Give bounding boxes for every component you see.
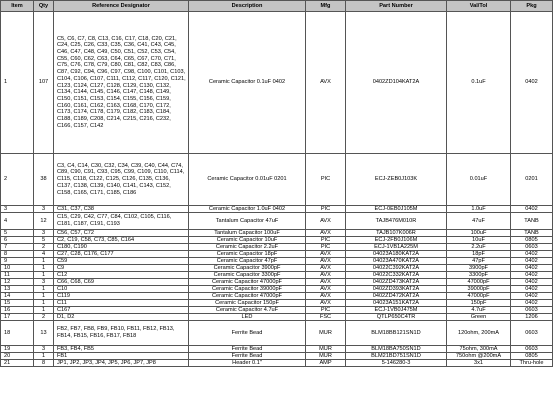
cell-part: 0402ZD104KAT2A [346,12,447,154]
table-row [1,230,553,237]
cell-desc: Ceramic Capacitor 18pF [189,251,306,258]
table-row [1,258,553,265]
cell-ref: C31, C37, C38 [54,206,189,213]
cell-pkg: 0201 [511,154,553,206]
cell-part: 04023A151KAT2A [346,300,447,307]
cell-qty: 3 [34,346,54,353]
cell-val: 750ohm @200mA [447,353,511,360]
cell-pkg: 0402 [511,293,553,300]
cell-ref: C59 [54,258,189,265]
cell-item: 1 [1,12,34,154]
cell-pkg: 0402 [511,286,553,293]
cell-qty: 3 [34,230,54,237]
cell-part: BLM18BA750SN1D [346,346,447,353]
table-row [1,272,553,279]
cell-pkg: TANB [511,230,553,237]
cell-val: 2.2uF [447,244,511,251]
cell-mfg: PIC [306,237,346,244]
table-row [1,251,553,258]
cell-desc: Ferrite Bead [189,321,306,346]
cell-item: 11 [1,272,34,279]
cell-item: 15 [1,300,34,307]
col-header-item: Item [1,1,34,12]
header-row [1,1,553,12]
cell-qty: 1 [34,258,54,265]
cell-val: 47uF [447,213,511,230]
cell-val: 4.7uF [447,307,511,314]
table-row [1,314,553,321]
cell-desc: Ceramic Capacitor 47pF [189,258,306,265]
cell-item: 21 [1,360,34,367]
cell-mfg: PIC [306,206,346,213]
cell-desc: Ceramic Capacitor 2.2uF [189,244,306,251]
cell-desc: Ferrite Bead [189,346,306,353]
cell-desc: Ceramic Capacitor 39000pF [189,286,306,293]
cell-desc: Ceramic Capacitor 47000pF [189,293,306,300]
cell-part: 04022C392KAT2A [346,265,447,272]
cell-part: 0402ZD393KAT2A [346,286,447,293]
cell-part: ECJ-2FB0J106M [346,237,447,244]
cell-mfg: AVX [306,279,346,286]
cell-ref: FB2, FB7, FB8, FB9, FB10, FB11, FB12, FB13, FB14, FB15, FB16, FB17, FB18 [54,321,189,346]
cell-mfg: MUR [306,353,346,360]
cell-qty: 1 [34,272,54,279]
cell-desc: Ceramic Capacitor 0.01uF 0201 [189,154,306,206]
table-row [1,321,553,346]
cell-item: 19 [1,346,34,353]
cell-part: TAJB107K006R [346,230,447,237]
table-row [1,206,553,213]
cell-item: 6 [1,237,34,244]
cell-qty: 12 [34,213,54,230]
table-row [1,265,553,272]
cell-pkg: 0805 [511,237,553,244]
cell-pkg: 0603 [511,321,553,346]
cell-ref: C27, C28, C176, C177 [54,251,189,258]
cell-ref: FB3, FB4, FB5 [54,346,189,353]
cell-pkg: 1206 [511,314,553,321]
cell-mfg: PIC [306,154,346,206]
cell-item: 9 [1,258,34,265]
cell-val: 10uF [447,237,511,244]
cell-val: 75ohm, 300mA [447,346,511,353]
cell-ref: JP1, JP2, JP3, JP4, JP5, JP6, JP7, JP8 [54,360,189,367]
cell-item: 2 [1,154,34,206]
cell-val: 150pF [447,300,511,307]
cell-qty: 13 [34,321,54,346]
cell-qty: 2 [34,244,54,251]
table-row [1,300,553,307]
cell-item: 3 [1,206,34,213]
cell-item: 7 [1,244,34,251]
cell-mfg: AVX [306,286,346,293]
cell-part: 04023A470KAT2A [346,258,447,265]
cell-val: 3x1 [447,360,511,367]
cell-ref: C12 [54,272,189,279]
cell-pkg: Thru-hole [511,360,553,367]
cell-ref: C9 [54,265,189,272]
cell-val: 1.0uF [447,206,511,213]
cell-val: 18pF [447,251,511,258]
cell-item: 8 [1,251,34,258]
cell-mfg: AVX [306,251,346,258]
cell-desc: Ceramic Capacitor 47000pF [189,279,306,286]
cell-part: QTLP650C4TR [346,314,447,321]
cell-ref: C11 [54,300,189,307]
cell-val: 100uF [447,230,511,237]
cell-item: 18 [1,321,34,346]
cell-pkg: 0603 [511,346,553,353]
cell-pkg: 0805 [511,353,553,360]
cell-desc: Ceramic Capacitor 1.0uF 0402 [189,206,306,213]
cell-qty: 5 [34,237,54,244]
cell-desc: Ceramic Capacitor 10uF [189,237,306,244]
cell-pkg: 0402 [511,272,553,279]
cell-qty: 38 [34,154,54,206]
cell-pkg: 0402 [511,265,553,272]
cell-part: ECJ-ZEB0J103K [346,154,447,206]
cell-qty: 1 [34,286,54,293]
cell-qty: 1 [34,293,54,300]
cell-ref: C15, C29, C42, C77, C84, C102, C105, C116, C181, C187, C191, C193 [54,213,189,230]
cell-mfg: AVX [306,272,346,279]
cell-mfg: PIC [306,244,346,251]
cell-mfg: AVX [306,300,346,307]
cell-val: 47pF [447,258,511,265]
col-header-mfg: Mfg [306,1,346,12]
cell-desc: Tantalum Capacitor 47uF [189,213,306,230]
table-row [1,346,553,353]
cell-ref: C66, C68, C69 [54,279,189,286]
cell-val: 47000pF [447,293,511,300]
cell-mfg: MUR [306,346,346,353]
col-header-qty: Qty [34,1,54,12]
cell-ref: FB1 [54,353,189,360]
cell-part: ECJ-1VB1A225M [346,244,447,251]
cell-part: 04022C332KAT2A [346,272,447,279]
cell-qty: 107 [34,12,54,154]
cell-part: 0402ZD473KAT2A [346,279,447,286]
cell-desc: Ceramic Capacitor 150pF [189,300,306,307]
col-header-part: Part Number [346,1,447,12]
cell-pkg: 0402 [511,251,553,258]
cell-mfg: AVX [306,293,346,300]
cell-desc: Ceramic Capacitor 4.7uF [189,307,306,314]
cell-qty: 8 [34,360,54,367]
cell-part: TAJB476M010R [346,213,447,230]
cell-item: 10 [1,265,34,272]
cell-pkg: 0402 [511,12,553,154]
table-row [1,286,553,293]
cell-part: 5-146280-3 [346,360,447,367]
cell-val: Green [447,314,511,321]
cell-mfg: AVX [306,12,346,154]
cell-val: 0.1uF [447,12,511,154]
cell-desc: Header 0.1" [189,360,306,367]
cell-item: 14 [1,293,34,300]
cell-qty: 2 [34,314,54,321]
cell-mfg: MUR [306,321,346,346]
cell-mfg: AVX [306,258,346,265]
cell-ref: C10 [54,286,189,293]
cell-pkg: 0603 [511,307,553,314]
table-row [1,213,553,230]
cell-pkg: TANB [511,213,553,230]
cell-ref: C56, C57, C72 [54,230,189,237]
cell-ref: C2, C19, C58, C73, C85, C164 [54,237,189,244]
cell-qty: 1 [34,307,54,314]
table-row [1,154,553,206]
cell-item: 4 [1,213,34,230]
col-header-desc: Description [189,1,306,12]
col-header-pkg: Pkg [511,1,553,12]
cell-mfg: AVX [306,213,346,230]
cell-desc: Ceramic Capacitor 0.1uF 0402 [189,12,306,154]
cell-part: ECJ-0EB0J105M [346,206,447,213]
cell-pkg: 0402 [511,258,553,265]
cell-pkg: 0402 [511,279,553,286]
cell-pkg: 0402 [511,206,553,213]
cell-ref: C5, C6, C7, C8, C13, C16, C17, C18, C20, C21, C24, C25, C26, C33, C35, C36, C41, C43, C45, C46, C47, C48, C49, C50, C51, C52, C53, C54, C55, C60, C62, C63, C64, C65, C67, C70, C71, C75, C76, C78, C79, C80, C81, C82, C83, C86, C87, C92, C94, C96, C97, C98, C100, C101, C103, C104, C106, C107, C111, C112, C117, C120, C121, C123, C124, C127, C128, C129, C130, C132, C134, C144, C145, C146, C147, C148, C149, C150, C151, C153, C154, C155, C156, C159, C160, C161, C162, C163, C168, C170, C172, C173, C174, C178, C179, C182, C183, C184, C188, C189, C208, C214, C215, C216, C232, C166, C157, C142 [54,12,189,154]
table-row [1,360,553,367]
cell-part: 04023A180KAT2A [346,251,447,258]
cell-item: 20 [1,353,34,360]
cell-desc: Ceramic Capacitor 3900pF [189,265,306,272]
cell-val: 0.01uF [447,154,511,206]
cell-mfg: PIC [306,307,346,314]
col-header-ref: Reference Designator [54,1,189,12]
cell-pkg: 0402 [511,300,553,307]
col-header-val: Val/Tol [447,1,511,12]
table-row [1,12,553,154]
cell-qty: 1 [34,300,54,307]
table-row [1,237,553,244]
cell-desc: Tantalum Capacitor 100uF [189,230,306,237]
table-row [1,293,553,300]
table-row [1,307,553,314]
cell-qty: 4 [34,251,54,258]
cell-pkg: 0603 [511,244,553,251]
cell-item: 17 [1,314,34,321]
cell-item: 13 [1,286,34,293]
cell-part: ECJ-1VB0J475M [346,307,447,314]
cell-part: BLM21BD751SN1D [346,353,447,360]
cell-desc: LED [189,314,306,321]
cell-ref: D1, D2 [54,314,189,321]
cell-mfg: AVX [306,265,346,272]
cell-ref: C119 [54,293,189,300]
cell-val: 39000pF [447,286,511,293]
cell-item: 5 [1,230,34,237]
table-row [1,244,553,251]
cell-desc: Ferrite Bead [189,353,306,360]
cell-val: 3900pF [447,265,511,272]
cell-item: 12 [1,279,34,286]
cell-mfg: AMP [306,360,346,367]
cell-val: 120ohm, 200mA [447,321,511,346]
cell-qty: 1 [34,353,54,360]
cell-val: 3300pF [447,272,511,279]
cell-ref: C3, C4, C14, C30, C32, C34, C39, C40, C44, C74, C89, C90, C91, C93, C95, C99, C109, C110, C114, C115, C118, C122, C125, C126, C135, C136, C137, C138, C139, C140, C141, C143, C152, C158, C165, C171, C185, C186 [54,154,189,206]
cell-qty: 1 [34,265,54,272]
cell-mfg: FSC [306,314,346,321]
cell-part: BLM18BB121SN1D [346,321,447,346]
cell-item: 16 [1,307,34,314]
table-row [1,353,553,360]
cell-part: 0402ZD472KAT2A [346,293,447,300]
cell-val: 47000pF [447,279,511,286]
cell-qty: 3 [34,206,54,213]
cell-ref: C167 [54,307,189,314]
cell-ref: C180, C190 [54,244,189,251]
cell-qty: 3 [34,279,54,286]
cell-desc: Ceramic Capacitor 3300pF [189,272,306,279]
table-row [1,279,553,286]
cell-mfg: AVX [306,230,346,237]
